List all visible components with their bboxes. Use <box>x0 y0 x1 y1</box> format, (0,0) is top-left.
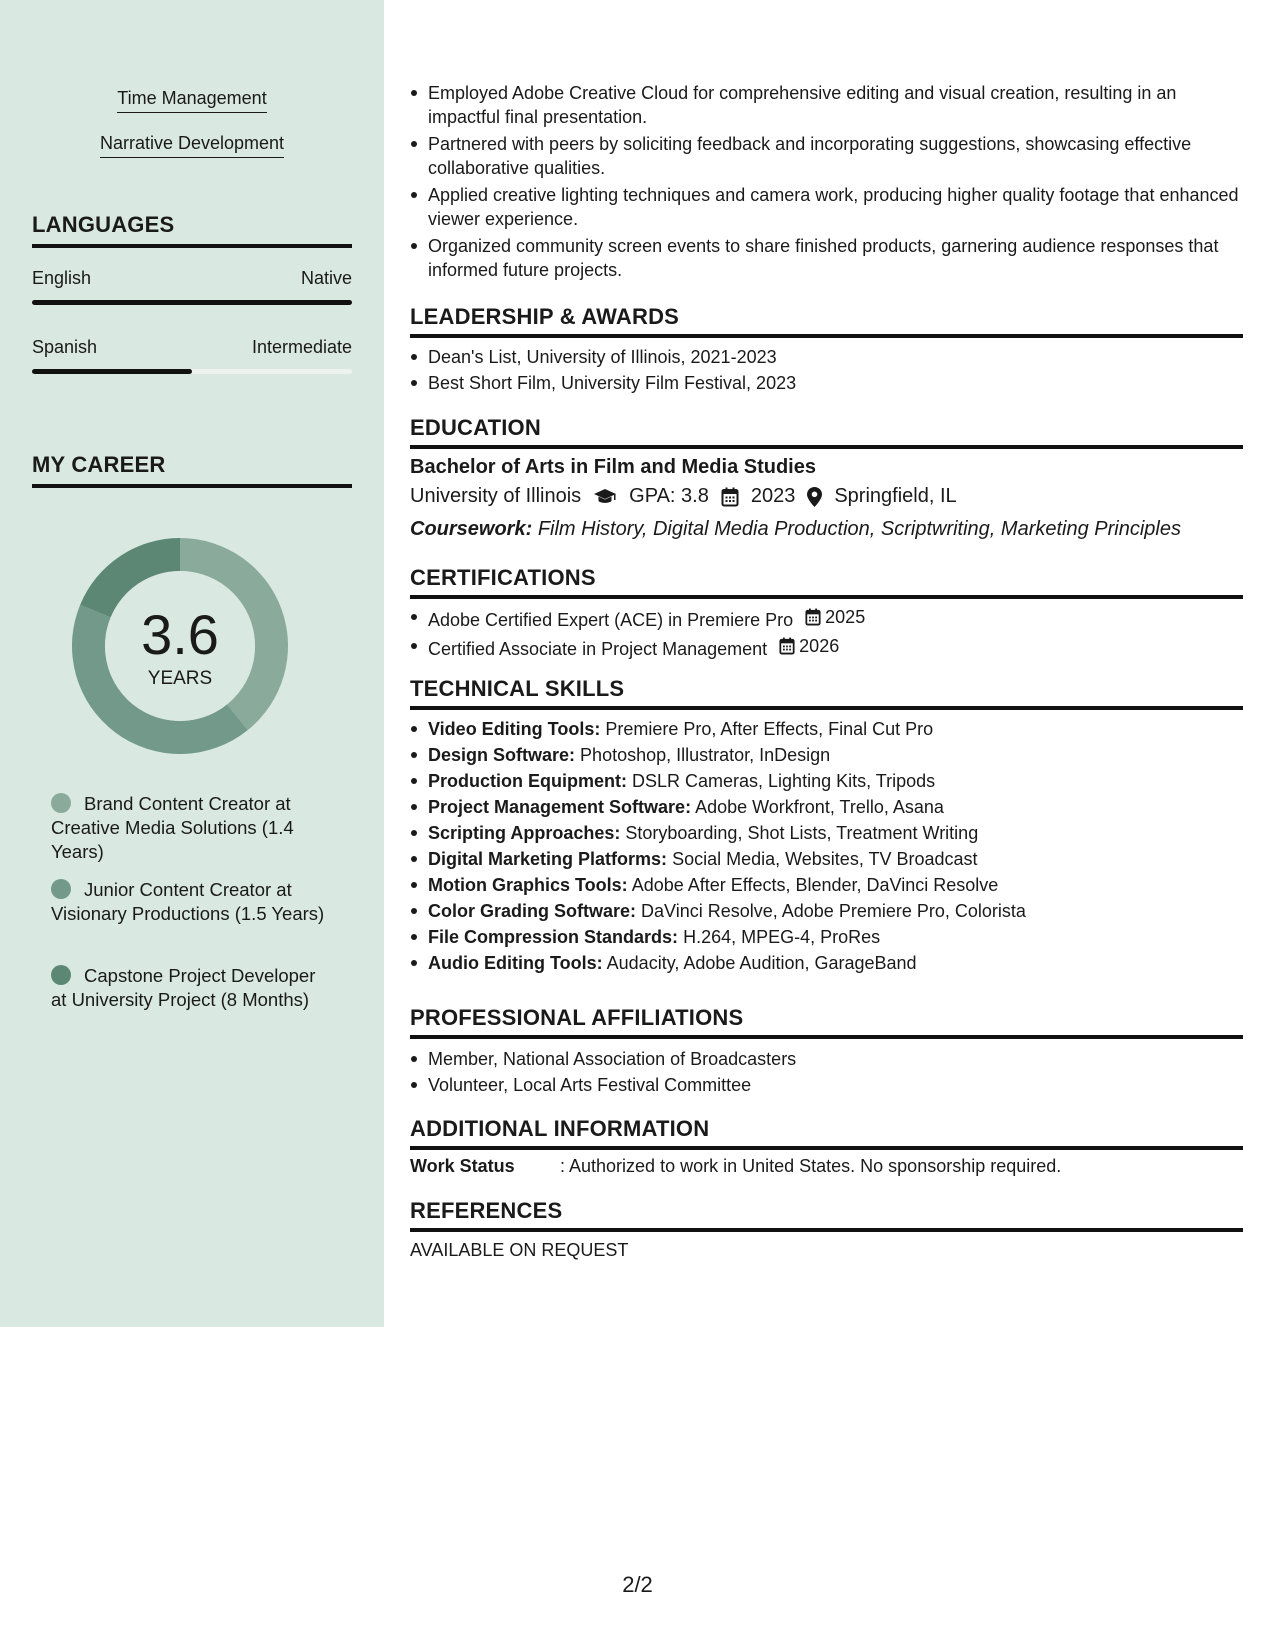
graduation-cap-icon <box>593 488 617 506</box>
leadership-list <box>410 345 1243 397</box>
education-heading: EDUCATION <box>410 415 1243 449</box>
additional-info-heading: ADDITIONAL INFORMATION <box>410 1116 1243 1150</box>
references-text: AVAILABLE ON REQUEST <box>410 1240 629 1260</box>
list-item: Best Short Film, University Film Festival, 2023 <box>410 371 1243 395</box>
list-item: Employed Adobe Creative Cloud for comprehensive editing and visual creation, resulting in an impactful final presentation. <box>410 81 1243 129</box>
certifications-heading: CERTIFICATIONS <box>410 565 1243 599</box>
career-legend-dot <box>51 879 71 899</box>
list-item: File Compression Standards: H.264, MPEG-4, ProRes <box>410 925 1243 949</box>
calendar-icon <box>805 608 821 626</box>
coursework-label: Coursework: <box>410 518 533 540</box>
list-item: Production Equipment: DSLR Cameras, Lighting Kits, Tripods <box>410 769 1243 793</box>
education-degree: Bachelor of Arts in Film and Media Studies <box>410 456 816 478</box>
list-item: Applied creative lighting techniques and camera work, producing higher quality footage that enhanced viewer experience. <box>410 183 1243 231</box>
language-row <box>32 337 352 358</box>
location-pin-icon <box>807 487 822 507</box>
list-item: Volunteer, Local Arts Festival Committee <box>410 1073 1243 1097</box>
list-item: Dean's List, University of Illinois, 2021-2023 <box>410 345 1243 369</box>
list-item: Member, National Association of Broadcasters <box>410 1047 1243 1071</box>
technical-skills-list <box>410 717 1243 977</box>
language-proficiency-fill <box>32 300 352 305</box>
language-name: English <box>32 268 92 288</box>
leadership-heading: LEADERSHIP & AWARDS <box>410 304 1243 338</box>
affiliations-list <box>410 1047 1243 1099</box>
certifications-list <box>410 605 1243 663</box>
list-item: Digital Marketing Platforms: Social Media, Websites, TV Broadcast <box>410 847 1243 871</box>
career-legend-dot <box>51 965 71 985</box>
education-location: Springfield, IL <box>834 485 957 507</box>
list-item: Partnered with peers by soliciting feedback and incorporating suggestions, showcasing effective collaborative qualities. <box>410 132 1243 180</box>
education-coursework <box>410 518 1181 541</box>
page-number: 2/2 <box>622 1572 653 1597</box>
references-heading: REFERENCES <box>410 1198 1243 1232</box>
calendar-icon <box>779 637 795 655</box>
education-details <box>410 485 957 508</box>
career-heading: MY CAREER <box>32 452 352 488</box>
language-name: Spanish <box>32 337 98 357</box>
language-proficiency-bar <box>32 300 352 305</box>
language-proficiency-bar <box>32 369 352 374</box>
career-legend-item: Junior Content Creator at Visionary Productions (1.5 Years) <box>51 879 325 924</box>
skill-tag: Narrative Development <box>0 133 384 158</box>
work-status-row <box>410 1156 1061 1177</box>
list-item: Video Editing Tools: Premiere Pro, After Effects, Final Cut Pro <box>410 717 1243 741</box>
language-level: Intermediate <box>251 337 352 357</box>
languages-heading: LANGUAGES <box>32 212 352 248</box>
list-item: Audio Editing Tools: Audacity, Adobe Audition, GarageBand <box>410 951 1243 975</box>
technical-skills-heading: TECHNICAL SKILLS <box>410 676 1243 710</box>
career-legend-item: Capstone Project Developer at University Project (8 Months) <box>51 965 316 1010</box>
language-proficiency-fill <box>32 369 192 374</box>
list-item: Certified Associate in Project Management 2026 <box>410 634 1243 661</box>
work-status-label: Work Status <box>410 1156 515 1176</box>
list-item: Organized community screen events to share finished products, garnering audience responses that informed future projects. <box>410 234 1243 282</box>
career-total-years: 3.6 <box>141 603 219 666</box>
coursework-value: Film History, Digital Media Production, Scriptwriting, Marketing Principles <box>537 518 1181 540</box>
education-gpa: GPA: 3.8 <box>629 485 709 507</box>
list-item: Scripting Approaches: Storyboarding, Shot Lists, Treatment Writing <box>410 821 1243 845</box>
list-item: Adobe Certified Expert (ACE) in Premiere Pro 2025 <box>410 605 1243 632</box>
calendar-icon <box>721 487 739 507</box>
list-item: Motion Graphics Tools: Adobe After Effects, Blender, DaVinci Resolve <box>410 873 1243 897</box>
list-item: Color Grading Software: DaVinci Resolve, Adobe Premiere Pro, Colorista <box>410 899 1243 923</box>
skill-tag: Time Management <box>0 88 384 113</box>
education-year: 2023 <box>750 485 796 507</box>
list-item: Project Management Software: Adobe Workfront, Trello, Asana <box>410 795 1243 819</box>
work-status-value: : Authorized to work in United States. No sponsorship required. <box>560 1156 1062 1176</box>
list-item: Design Software: Photoshop, Illustrator, InDesign <box>410 743 1243 767</box>
career-legend-dot <box>51 793 71 813</box>
affiliations-heading: PROFESSIONAL AFFILIATIONS <box>410 1005 1243 1039</box>
education-school: University of Illinois <box>410 485 582 507</box>
career-total-unit: YEARS <box>147 668 213 689</box>
experience-bullets <box>410 81 1243 282</box>
language-level: Native <box>300 268 352 288</box>
language-row <box>32 268 352 289</box>
career-legend-item: Brand Content Creator at Creative Media Solutions (1.4 Years) <box>51 793 294 862</box>
